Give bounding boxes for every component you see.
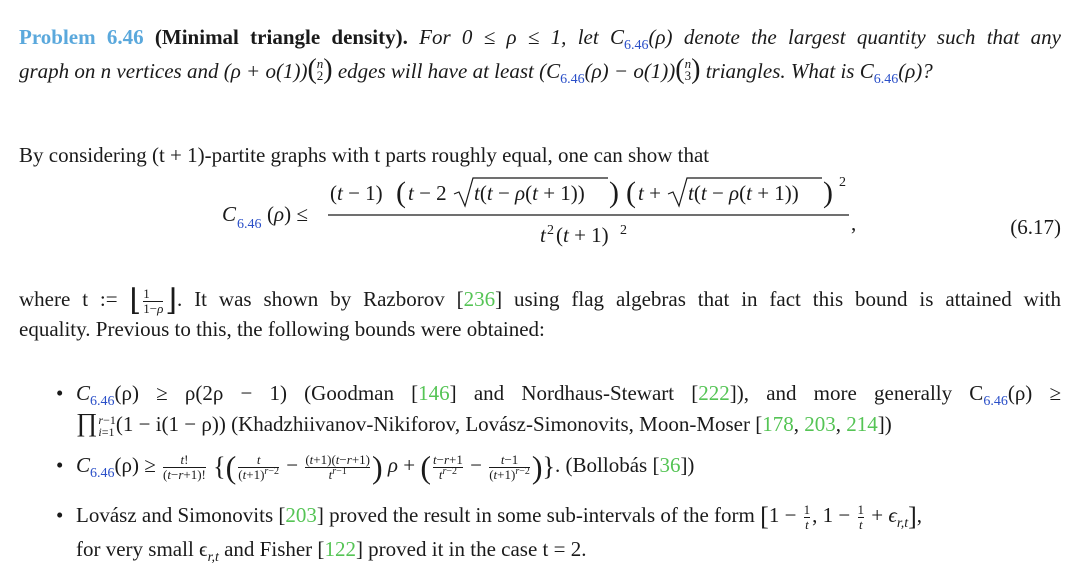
problem-statement [19, 22, 1061, 52]
svg-text:6.46: 6.46 [237, 217, 262, 232]
problem-text-2b: edges will have at least (C [337, 59, 561, 83]
problem-text-2e: (ρ)? [898, 59, 933, 83]
bullet-lovasz-line2: for very small $\epsilon_{r,t}$ and Fisher [122] proved it in the case t = 2. [76, 537, 587, 565]
binom-n-3: ( n 3 ) [675, 54, 701, 85]
citation-122[interactable]: 122 [324, 537, 356, 561]
svg-text:): ) [609, 176, 619, 209]
svg-text:t +: t + [638, 181, 661, 205]
svg-text:t: t [540, 223, 546, 247]
svg-text:2: 2 [839, 175, 846, 190]
problem-text-2c: (ρ) − o(1)) [584, 59, 676, 83]
problem-statement-line2: graph on n vertices and (ρ + o(1)) ( n 2 ) edges will have at least $(C_{6.46}(\rho) - o(1))$ ( n 3 ) triangles. What is $C_{6.46}(\rho)$? [19, 54, 933, 87]
svg-text:(t + 1): (t + 1) [556, 223, 609, 247]
citation-36[interactable]: 36 [659, 453, 681, 477]
bullet-goodman: • $C_{6.46}(\rho) \ge \rho(2\rho - 1)$ (Goodman [146] and Nordhaus-Stewart [222]), and more generally $C_{6.46}(\rho)$ ≥ [56, 381, 1061, 409]
citation-178[interactable]: 178 [762, 412, 794, 436]
svg-text:t(t − ρ(t + 1)): t(t − ρ(t + 1)) [474, 181, 585, 205]
citation-214[interactable]: 214 [846, 412, 878, 436]
citation-203[interactable]: 203 [804, 412, 836, 436]
svg-text:): ) [823, 176, 833, 209]
svg-text:C: C [222, 202, 237, 226]
problem-text-1: For 0 ≤ ρ ≤ 1, let C [419, 25, 624, 49]
equation-number: (6.17) [1010, 215, 1061, 239]
problem-text-2d: triangles. What is C [705, 59, 874, 83]
paragraph-where: where t := ⌊ $\frac{1}{1-\rho}$ ⌋. It was shown by Razborov [236] using flag algebras that in fact this bound is attained with [19, 284, 1062, 318]
paragraph-where-line2: equality. Previous to this, the following bounds were obtained: [19, 317, 545, 341]
binom-n-2: ( n 2 ) [307, 54, 333, 85]
bullet-bollobas: • $C_{6.46}(\rho)$ ≥ $\frac{t!}{(t-r+1)!}$ {( $\frac{t}{(t+1)^{r-2}}$ − $\frac{(t+1)(t-r+1)}{t^{r-1}}$ ) ρ + ( $\frac{t-r+1}{t^{r-2}}$ − $\frac{t-1}{(t+1)^{r-2}}$ )}. (Bollobás [36]) [56, 449, 695, 486]
problem-text-2a: graph on n vertices and (ρ + o(1)) [19, 59, 308, 83]
problem-text-1b: (ρ) denote the largest quantity such that any [648, 25, 1061, 49]
svg-text:t − 2: t − 2 [408, 181, 447, 205]
citation-203b[interactable]: 203 [285, 503, 317, 527]
svg-text:(: ( [626, 176, 636, 209]
paragraph-intro: By considering (t + 1)-partite graphs with t parts roughly equal, one can show that [19, 143, 710, 167]
svg-text:2: 2 [620, 223, 627, 238]
problem-label[interactable]: Problem 6.46 [19, 25, 144, 49]
svg-text:(ρ) ≤: (ρ) ≤ [267, 202, 308, 226]
svg-text:(: ( [396, 176, 406, 209]
svg-text:t(t − ρ(t + 1)): t(t − ρ(t + 1)) [688, 181, 799, 205]
citation-222[interactable]: 222 [698, 381, 730, 405]
citation-236[interactable]: 236 [463, 287, 496, 311]
display-equation [222, 172, 862, 252]
problem-title: (Minimal triangle density). [154, 25, 408, 49]
bullet-lovasz: • Lovász and Simonovits [203] proved the result in some sub-intervals of the form [1 − $\frac{1}{t}$ , 1 − $\frac{1}{t}$ + $\epsilon_{r,t}$], [56, 502, 923, 532]
svg-text:(t − 1): (t − 1) [330, 181, 383, 205]
floor-fraction: $\frac{1}{1-\rho}$ [143, 286, 164, 316]
bullet-goodman-line2: ∏ r−1 i=1 (1 − i(1 − ρ)) (Khadzhiivanov-Nikiforov, Lovász-Simonovits, Moon-Moser [178, 203, 214]) [76, 408, 892, 440]
citation-146[interactable]: 146 [418, 381, 450, 405]
equation-svg [222, 172, 862, 252]
svg-text:2: 2 [547, 223, 554, 238]
svg-text:,: , [851, 211, 857, 235]
problem-sub[interactable]: 6.46 [623, 38, 649, 53]
